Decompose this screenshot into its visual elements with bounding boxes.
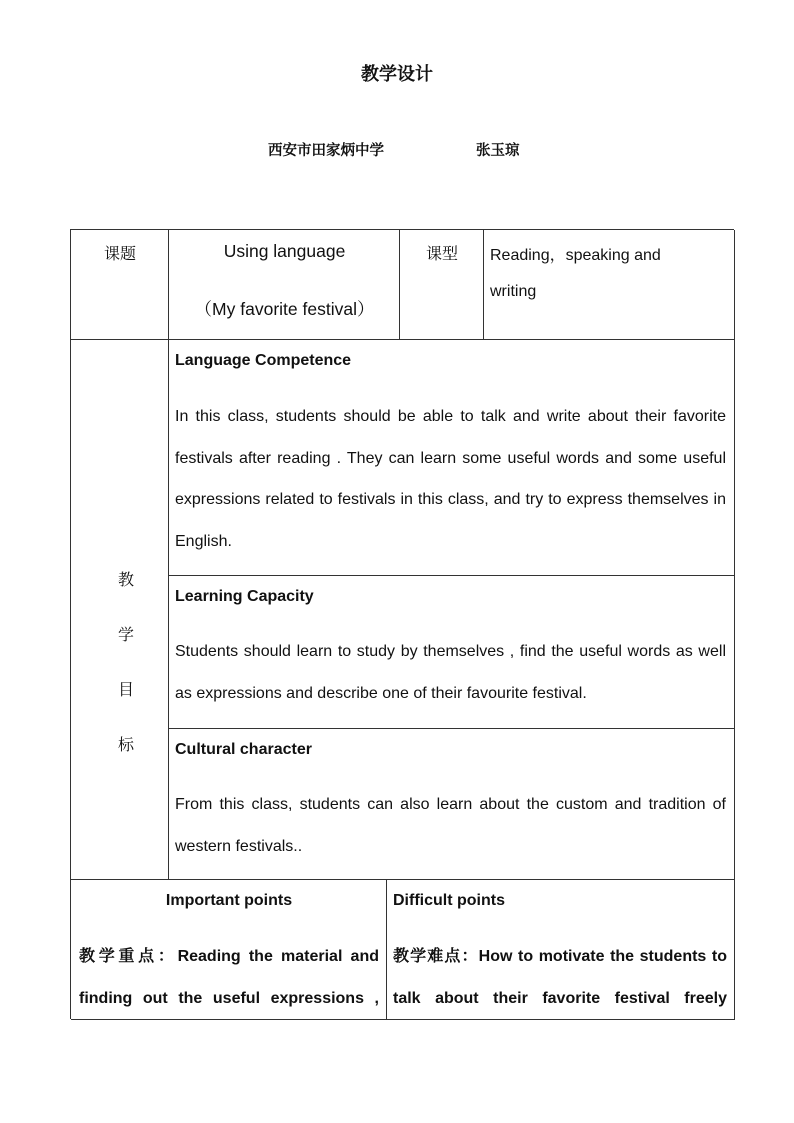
- important-points-cell: [71, 880, 387, 1020]
- objectives-char-3: 目: [117, 680, 134, 699]
- difficult-points-body: How to motivate the students to talk about their favorite festival freely: [393, 948, 728, 1007]
- school-name: 西安市田家炳中学: [268, 143, 384, 159]
- topic-subtitle: （My favorite festival）: [194, 299, 375, 319]
- learning-capacity-heading: Learning Capacity: [175, 588, 314, 605]
- objectives-char-2: 学: [117, 625, 134, 644]
- objectives-label-cell: [71, 340, 169, 880]
- language-competence-heading: Language Competence: [175, 352, 352, 369]
- topic-title: Using language: [223, 241, 346, 261]
- type-label: 课型: [425, 244, 458, 263]
- cultural-character-text: From this class, students can also learn about the custom and tradition of western festivals..: [175, 796, 726, 855]
- difficult-points-cell: [387, 880, 735, 1020]
- type-value-line2: writing: [490, 283, 537, 300]
- language-competence-cell: [169, 340, 735, 576]
- language-competence-text: In this class, students should be able to talk and write about their favorite festivals after reading . They can learn some useful words and some useful expressions related to festivals in this class, and try to express themselves in English.: [175, 408, 726, 550]
- difficult-points-label: 教学难点：: [393, 946, 479, 965]
- important-points-label: 教学重点：: [79, 946, 178, 965]
- lesson-plan-table: [70, 229, 734, 1019]
- type-value-cell: [484, 230, 735, 340]
- type-label-cell: [400, 230, 484, 340]
- document-title: 教学设计: [361, 64, 433, 85]
- cultural-character-heading: Cultural character: [175, 741, 312, 758]
- learning-capacity-cell: [169, 576, 735, 729]
- important-points-heading: Important points: [165, 892, 293, 909]
- objectives-char-1: 教: [117, 570, 134, 589]
- important-points-text: [79, 935, 379, 1019]
- objectives-label: [71, 567, 181, 787]
- important-points-body: Reading the material and finding out the useful expressions ,: [79, 948, 379, 1007]
- learning-capacity-text: Students should learn to study by themselves , find the useful words as well as expressions and describe one of their favourite festival.: [175, 643, 726, 702]
- author-name: 张玉琼: [476, 143, 520, 159]
- topic-label-cell: [71, 230, 169, 340]
- objectives-char-4: 标: [117, 735, 134, 754]
- topic-label: 课题: [103, 244, 136, 263]
- difficult-points-heading: Difficult points: [393, 892, 505, 909]
- cultural-character-cell: [169, 729, 735, 880]
- difficult-points-text: [393, 935, 727, 1019]
- topic-value-cell: [169, 230, 400, 340]
- type-value-line1: Reading，speaking and: [490, 247, 661, 264]
